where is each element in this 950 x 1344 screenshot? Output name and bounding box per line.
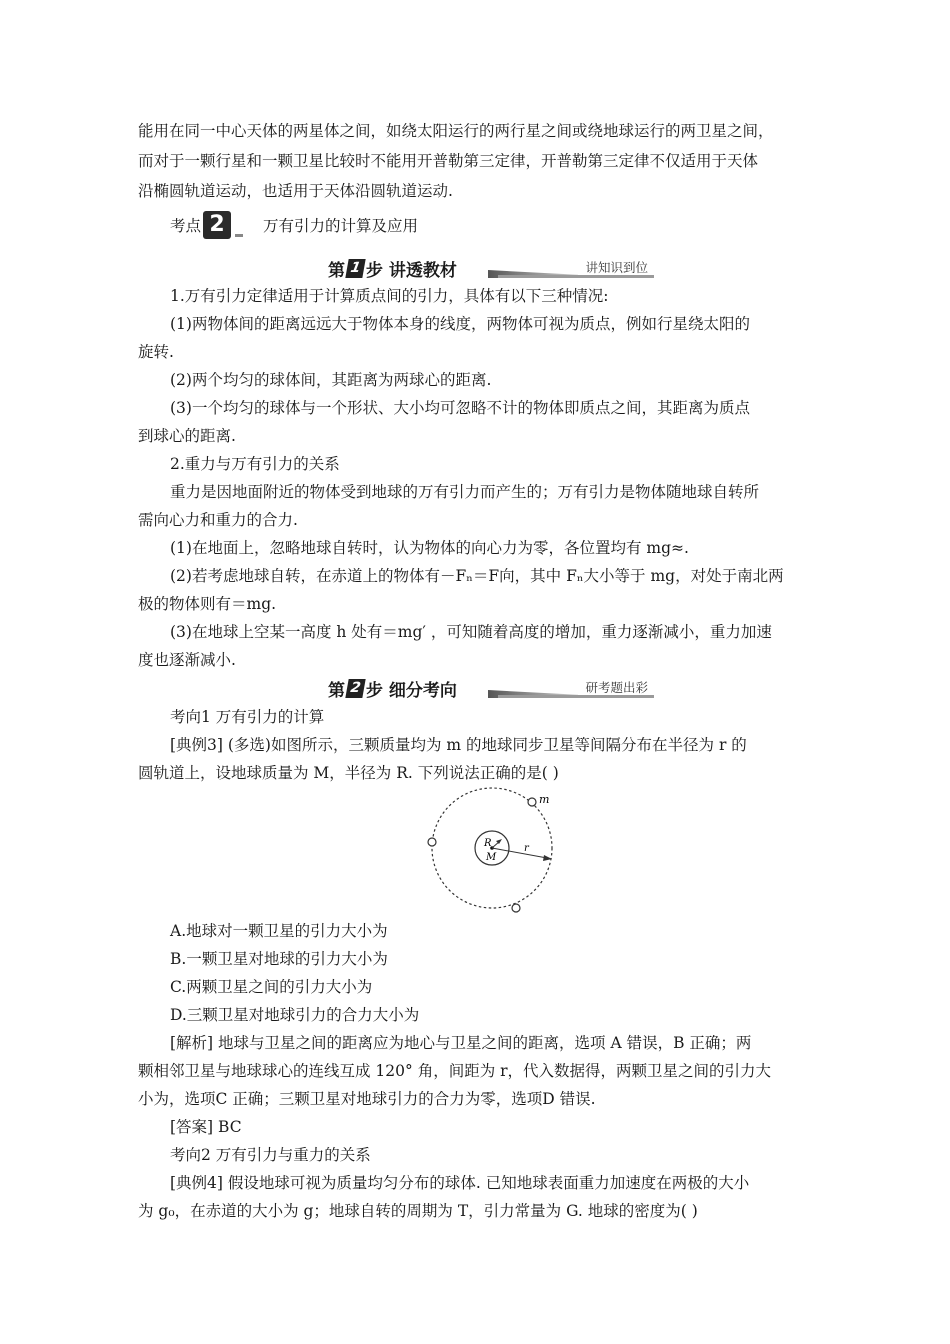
paragraph-line: 2.重力与万有引力的关系 bbox=[170, 455, 340, 473]
step-number: 2 bbox=[345, 679, 365, 698]
analysis-line: 颗相邻卫星与地球球心的连线互成 120° 角，间距为 r，代入数据得，两颗卫星之间的引力大 bbox=[138, 1062, 772, 1080]
paragraph-line: 1.万有引力定律适用于计算质点间的引力，具体有以下三种情况: bbox=[170, 287, 609, 305]
paragraph-line: 旋转. bbox=[138, 343, 174, 361]
paragraph-line: 圆轨道上，设地球质量为 M，半径为 R. 下列说法正确的是( ) bbox=[138, 764, 559, 782]
step-title: 第 1 步 讲透教材 bbox=[328, 259, 457, 281]
paragraph-line: [典例3] (多选)如图所示，三颗质量均为 m 的地球同步卫星等间隔分布在半径为 r 的 bbox=[170, 736, 747, 754]
step-banner-2 bbox=[328, 676, 654, 700]
analysis-line: 小为，选项C 正确；三颗卫星对地球引力的合力为零，选项D 错误. bbox=[138, 1090, 596, 1108]
step-title: 第 2 步 细分考向 bbox=[328, 679, 457, 701]
paragraph-line: (3)一个均匀的球体与一个形状、大小均可忽略不计的物体即质点之间，其距离为质点 bbox=[170, 399, 750, 417]
paragraph-line: 度也逐渐减小. bbox=[138, 651, 236, 669]
paragraph-line: (2)若考虑地球自转，在赤道上的物体有－Fₙ＝F向，其中 Fₙ大小等于 mg，对处于南北两 bbox=[170, 567, 784, 585]
option-c: C.两颗卫星之间的引力大小为 bbox=[170, 978, 373, 996]
section-heading bbox=[170, 208, 418, 242]
step-banner-1 bbox=[328, 256, 654, 280]
paragraph-line: 极的物体则有＝mg. bbox=[138, 595, 277, 613]
label-r: r bbox=[524, 843, 529, 854]
label-m: m bbox=[539, 793, 550, 806]
step-subtitle: 研考题出彩 bbox=[585, 680, 648, 695]
option-d: D.三颗卫星对地球引力的合力大小为 bbox=[170, 1006, 420, 1024]
satellite-top-right bbox=[528, 798, 536, 806]
step-subtitle: 讲知识到位 bbox=[585, 260, 648, 275]
paragraph-line: 而对于一颗行星和一颗卫星比较时不能用开普勒第三定律，开普勒第三定律不仅适用于天体 bbox=[138, 152, 759, 170]
label-R: R bbox=[484, 838, 492, 849]
option-b: B.一颗卫星对地球的引力大小为 bbox=[170, 950, 388, 968]
paragraph-line: (1)两物体间的距离远远大于物体本身的线度，两物体可视为质点，例如行星绕太阳的 bbox=[170, 315, 750, 333]
paragraph-line: 重力是因地面附近的物体受到地球的万有引力而产生的；万有引力是物体随地球自转所 bbox=[170, 483, 760, 501]
satellite-bottom bbox=[512, 904, 520, 912]
example-line: [典例4] 假设地球可视为质量均匀分布的球体. 已知地球表面重力加速度在两极的大小 bbox=[170, 1174, 750, 1192]
paragraph-line: (3)在地球上空某一高度 h 处有＝mg′ ，可知随着高度的增加，重力逐渐减小，重力加速 bbox=[170, 623, 772, 641]
paragraph-line: (1)在地面上，忽略地球自转时，认为物体的向心力为零，各位置均有 mg≈. bbox=[170, 539, 689, 557]
example-line: 为 g₀，在赤道的大小为 g；地球自转的周期为 T，引力常量为 G. 地球的密度为( ) bbox=[138, 1202, 698, 1220]
section-number-badge: 2 bbox=[203, 211, 231, 239]
option-a: A.地球对一颗卫星的引力大小为 bbox=[170, 922, 388, 940]
paragraph-line: 到球心的距离. bbox=[138, 427, 236, 445]
paragraph-line: 能用在同一中心天体的两星体之间，如绕太阳运行的两行星之间或绕地球运行的两卫星之间， bbox=[138, 122, 774, 140]
subsection-heading: 考向2 万有引力与重力的关系 bbox=[170, 1146, 371, 1164]
badge-decoration bbox=[235, 234, 243, 237]
label-M: M bbox=[486, 852, 497, 863]
section-label: 考点 bbox=[170, 217, 202, 235]
paragraph-line: (2)两个均匀的球体间，其距离为两球心的距离. bbox=[170, 371, 492, 389]
satellite-orbit-figure bbox=[420, 782, 570, 914]
orbit-radius-line bbox=[492, 848, 547, 858]
paragraph-line: 需向心力和重力的合力. bbox=[138, 511, 298, 529]
paragraph-line: 考向1 万有引力的计算 bbox=[170, 708, 325, 726]
step-number: 1 bbox=[345, 259, 365, 278]
analysis-line: [解析] 地球与卫星之间的距离应为地心与卫星之间的距离，选项 A 错误，B 正确；两 bbox=[170, 1034, 752, 1052]
satellite-left bbox=[428, 838, 436, 846]
paragraph-line: 沿椭圆轨道运动，也适用于天体沿圆轨道运动. bbox=[138, 182, 453, 200]
answer-line: [答案] BC bbox=[170, 1118, 242, 1136]
section-title: 万有引力的计算及应用 bbox=[263, 217, 419, 235]
